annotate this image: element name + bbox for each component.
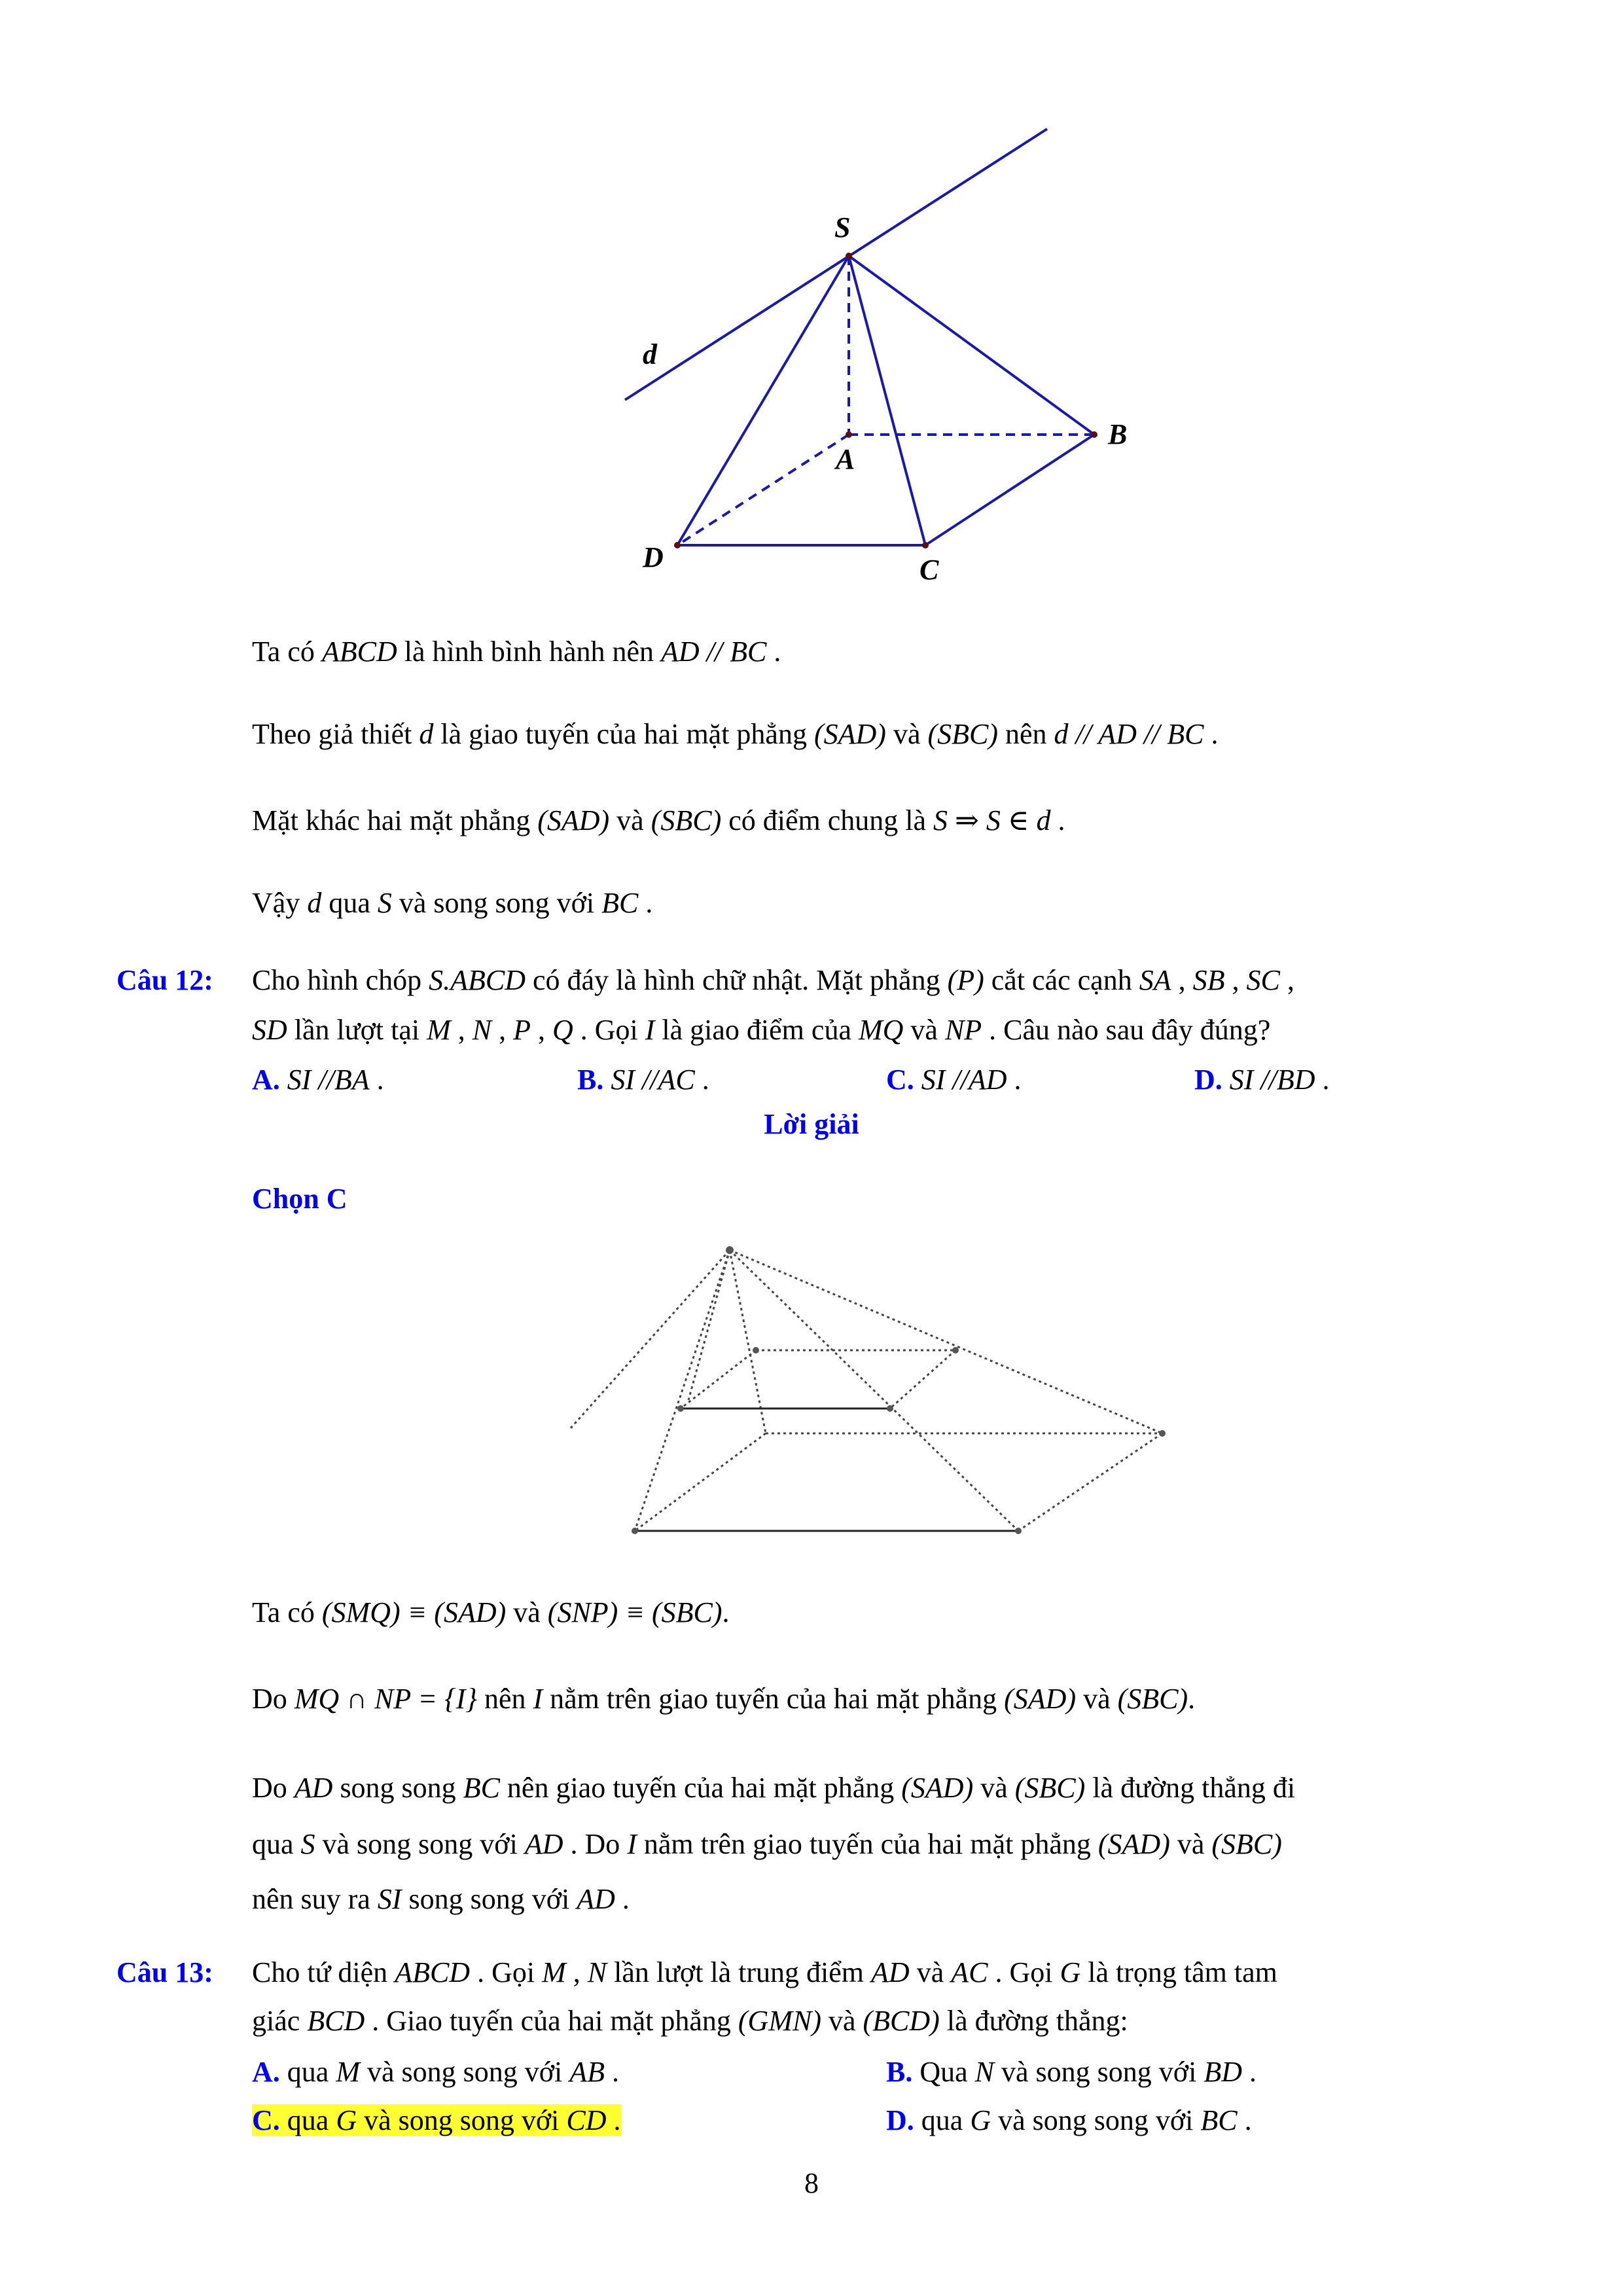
page-number: 8 bbox=[804, 2167, 819, 2199]
fig2-edge-AD bbox=[635, 1433, 766, 1531]
label-B: B bbox=[1108, 418, 1128, 450]
question-13-line2: giác BCD . Giao tuyến của hai mặt phẳng (GMN) và (BCD) là đường thẳng: bbox=[252, 2005, 1128, 2037]
label-A: A bbox=[836, 443, 855, 475]
solution-line1: Ta có (SMQ) ≡ (SAD) và (SNP) ≡ (SBC). bbox=[252, 1596, 730, 1628]
pyramid-section-figure bbox=[0, 1230, 1623, 1571]
fig2-point-P bbox=[887, 1405, 893, 1412]
chosen-answer: Chọn C bbox=[252, 1183, 348, 1215]
edge-SD bbox=[677, 256, 849, 545]
fig2-point-D bbox=[632, 1528, 638, 1534]
fig2-point-B bbox=[1159, 1430, 1166, 1437]
fig2-edge-MQ bbox=[681, 1350, 756, 1408]
fig2-point-M bbox=[753, 1347, 759, 1354]
pyramid-figure bbox=[0, 0, 1623, 589]
fig2-line-d bbox=[571, 1250, 730, 1428]
para-conclusion: Vậy d qua S và song song với BC . bbox=[252, 887, 653, 919]
label-S: S bbox=[834, 211, 851, 243]
point-S bbox=[846, 253, 852, 259]
q12-option-a[interactable]: A. SI //BA . bbox=[252, 1064, 384, 1096]
q13-option-a[interactable]: A. qua M và song song với AB . bbox=[252, 2056, 620, 2088]
fig2-edge-NP bbox=[890, 1350, 955, 1408]
solution-line2: Do MQ ∩ NP = {I} nên I nằm trên giao tuyến của hai mặt phẳng (SAD) và (SBC). bbox=[252, 1683, 1196, 1715]
q12-option-d[interactable]: D. SI //BD . bbox=[1194, 1064, 1330, 1096]
q13-option-c[interactable]: C. qua G và song song với CD . bbox=[252, 2104, 621, 2136]
fig2-point-S bbox=[726, 1246, 734, 1254]
label-d: d bbox=[643, 338, 657, 370]
question-12-label: Câu 12: bbox=[116, 964, 213, 996]
question-12-line1: Cho hình chóp S.ABCD có đáy là hình chữ nhật. Mặt phẳng (P) cắt các cạnh SA , SB , SC , bbox=[252, 964, 1294, 996]
fig2-edge-SD bbox=[635, 1250, 730, 1531]
line-d bbox=[625, 129, 1047, 400]
para-abcd-parallelogram: Ta có ABCD là hình bình hành nên AD // BC . bbox=[252, 636, 781, 668]
solution-line5: nên suy ra SI song song với AD . bbox=[252, 1883, 630, 1915]
fig2-edge-CB bbox=[1018, 1433, 1162, 1531]
q12-option-c[interactable]: C. SI //AD . bbox=[886, 1064, 1022, 1096]
point-A bbox=[846, 431, 852, 438]
edge-SB bbox=[849, 256, 1094, 435]
label-D: D bbox=[643, 541, 664, 573]
edge-SC bbox=[849, 256, 925, 545]
label-C: C bbox=[919, 554, 939, 586]
fig2-edge-SA bbox=[730, 1250, 766, 1433]
q13-option-d[interactable]: D. qua G và song song với BC . bbox=[886, 2104, 1252, 2136]
fig2-point-Q bbox=[677, 1405, 684, 1412]
point-D bbox=[674, 542, 681, 548]
point-B bbox=[1091, 431, 1097, 438]
solution-line4: qua S và song song với AD . Do I nằm trên giao tuyến của hai mặt phẳng (SAD) và (SBC) bbox=[252, 1828, 1282, 1860]
q12-option-b[interactable]: B. SI //AC . bbox=[577, 1064, 709, 1096]
para-common-point: Mặt khác hai mặt phẳng (SAD) và (SBC) có điểm chung là S ⇒ S ∈ d . bbox=[252, 804, 1065, 836]
question-13-line1: Cho tứ diện ABCD . Gọi M , N lần lượt là trung điểm AD và AC . Gọi G là trọng tâm tam bbox=[252, 1956, 1277, 1988]
q13-option-b[interactable]: B. Qua N và song song với BD . bbox=[886, 2056, 1257, 2088]
solution-line3: Do AD song song BC nên giao tuyến của hai mặt phẳng (SAD) và (SBC) là đường thẳng đi bbox=[252, 1772, 1296, 1804]
fig2-edge-SB bbox=[730, 1250, 1162, 1433]
fig2-edge-SC bbox=[730, 1250, 1018, 1531]
para-d-intersection: Theo giả thiết d là giao tuyến của hai mặt phẳng (SAD) và (SBC) nên d // AD // BC . bbox=[252, 718, 1219, 750]
edge-AD bbox=[677, 435, 849, 545]
question-12-line2: SD lần lượt tại M , N , P , Q . Gọi I là giao điểm của MQ và NP . Câu nào sau đây đúng? bbox=[252, 1014, 1271, 1046]
edge-CB bbox=[925, 435, 1094, 545]
question-13-label: Câu 13: bbox=[116, 1956, 213, 1988]
fig2-point-C bbox=[1015, 1528, 1022, 1534]
fig2-point-N bbox=[952, 1347, 959, 1354]
solution-title: Lời giải bbox=[764, 1108, 859, 1140]
point-C bbox=[922, 542, 929, 548]
